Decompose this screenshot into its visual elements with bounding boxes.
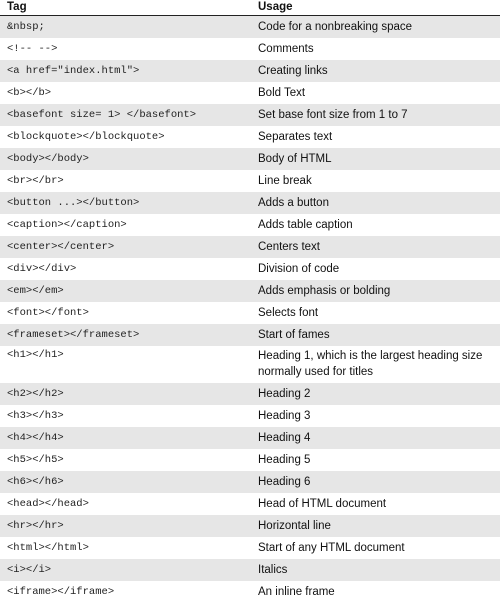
table-row xyxy=(0,258,500,280)
tag-cell: <i></i> xyxy=(7,563,52,576)
tag-cell: <h6></h6> xyxy=(7,475,64,488)
tag-cell: <center></center> xyxy=(7,240,115,253)
tag-cell: <br></br> xyxy=(7,174,64,187)
table-row xyxy=(0,302,500,324)
tag-cell: <head></head> xyxy=(7,497,89,510)
usage-cell: Heading 3 xyxy=(258,409,311,422)
column-header-usage: Usage xyxy=(258,1,293,13)
usage-cell: Bold Text xyxy=(258,86,306,99)
usage-cell: Adds a button xyxy=(258,196,329,209)
usage-cell: Creating links xyxy=(258,64,328,77)
tag-cell: <h3></h3> xyxy=(7,409,64,422)
table-row xyxy=(0,170,500,192)
table-row xyxy=(0,148,500,170)
tag-cell: <h1></h1> xyxy=(7,348,64,361)
tag-cell: <hr></hr> xyxy=(7,519,64,532)
usage-cell: Selects font xyxy=(258,306,319,319)
table-row xyxy=(0,82,500,104)
usage-cell: Start of fames xyxy=(258,328,330,341)
tag-cell: <h5></h5> xyxy=(7,453,64,466)
tag-cell: <!-- --> xyxy=(7,42,58,55)
table-row xyxy=(0,383,500,405)
table-row xyxy=(0,192,500,214)
tag-cell: <em></em> xyxy=(7,284,64,297)
tag-cell: &nbsp; xyxy=(7,20,45,33)
table-row xyxy=(0,559,500,581)
usage-cell: Adds emphasis or bolding xyxy=(258,284,391,297)
usage-cell: Adds table caption xyxy=(258,218,353,231)
tag-cell: <a href="index.html"> xyxy=(7,64,140,77)
table-row xyxy=(0,537,500,559)
table-body xyxy=(0,16,500,596)
table-row xyxy=(0,60,500,82)
tag-cell: <h2></h2> xyxy=(7,387,64,400)
usage-cell: Head of HTML document xyxy=(258,497,387,510)
table-row xyxy=(0,515,500,537)
table-row xyxy=(0,471,500,493)
tag-cell: <blockquote></blockquote> xyxy=(7,130,165,143)
tag-cell: <button ...></button> xyxy=(7,196,140,209)
table-header xyxy=(0,0,500,16)
tag-cell: <frameset></frameset> xyxy=(7,328,140,341)
usage-cell: Separates text xyxy=(258,130,333,143)
table-row xyxy=(0,126,500,148)
usage-cell: Horizontal line xyxy=(258,519,331,532)
table-row xyxy=(0,236,500,258)
table-row xyxy=(0,38,500,60)
table-row xyxy=(0,280,500,302)
usage-cell: Centers text xyxy=(258,240,320,253)
table-row xyxy=(0,449,500,471)
tag-cell: <body></body> xyxy=(7,152,89,165)
usage-cell: An inline frame xyxy=(258,585,335,596)
table-row xyxy=(0,581,500,596)
usage-cell: Line break xyxy=(258,174,312,187)
tag-cell: <b></b> xyxy=(7,86,52,99)
table-row xyxy=(0,214,500,236)
usage-cell: Heading 6 xyxy=(258,475,311,488)
usage-cell: Heading 5 xyxy=(258,453,311,466)
usage-cell: Code for a nonbreaking space xyxy=(258,20,413,33)
tag-cell: <div></div> xyxy=(7,262,77,275)
tag-cell: <caption></caption> xyxy=(7,218,127,231)
table-header-row xyxy=(0,0,500,16)
table-row xyxy=(0,16,500,38)
table-row xyxy=(0,405,500,427)
tag-cell: <h4></h4> xyxy=(7,431,64,444)
usage-cell: Set base font size from 1 to 7 xyxy=(258,108,408,121)
usage-cell: Body of HTML xyxy=(258,152,332,165)
table-row xyxy=(0,427,500,449)
usage-cell: Start of any HTML document xyxy=(258,541,405,554)
usage-cell: Italics xyxy=(258,563,288,576)
table-row xyxy=(0,104,500,126)
usage-cell: Comments xyxy=(258,42,314,55)
usage-cell: Division of code xyxy=(258,262,340,275)
tag-cell: <basefont size= 1> </basefont> xyxy=(7,108,197,121)
table-row xyxy=(0,324,500,346)
table-row xyxy=(0,493,500,515)
table-row xyxy=(0,346,500,383)
tag-cell: <html></html> xyxy=(7,541,89,554)
usage-cell: Heading 2 xyxy=(258,387,311,400)
tag-cell: <font></font> xyxy=(7,306,89,319)
column-header-tag: Tag xyxy=(7,1,27,13)
tag-cell: <iframe></iframe> xyxy=(7,585,115,596)
usage-cell: Heading 4 xyxy=(258,431,311,444)
usage-cell: Heading 1, which is the largest heading size normally used for titles xyxy=(258,349,483,378)
